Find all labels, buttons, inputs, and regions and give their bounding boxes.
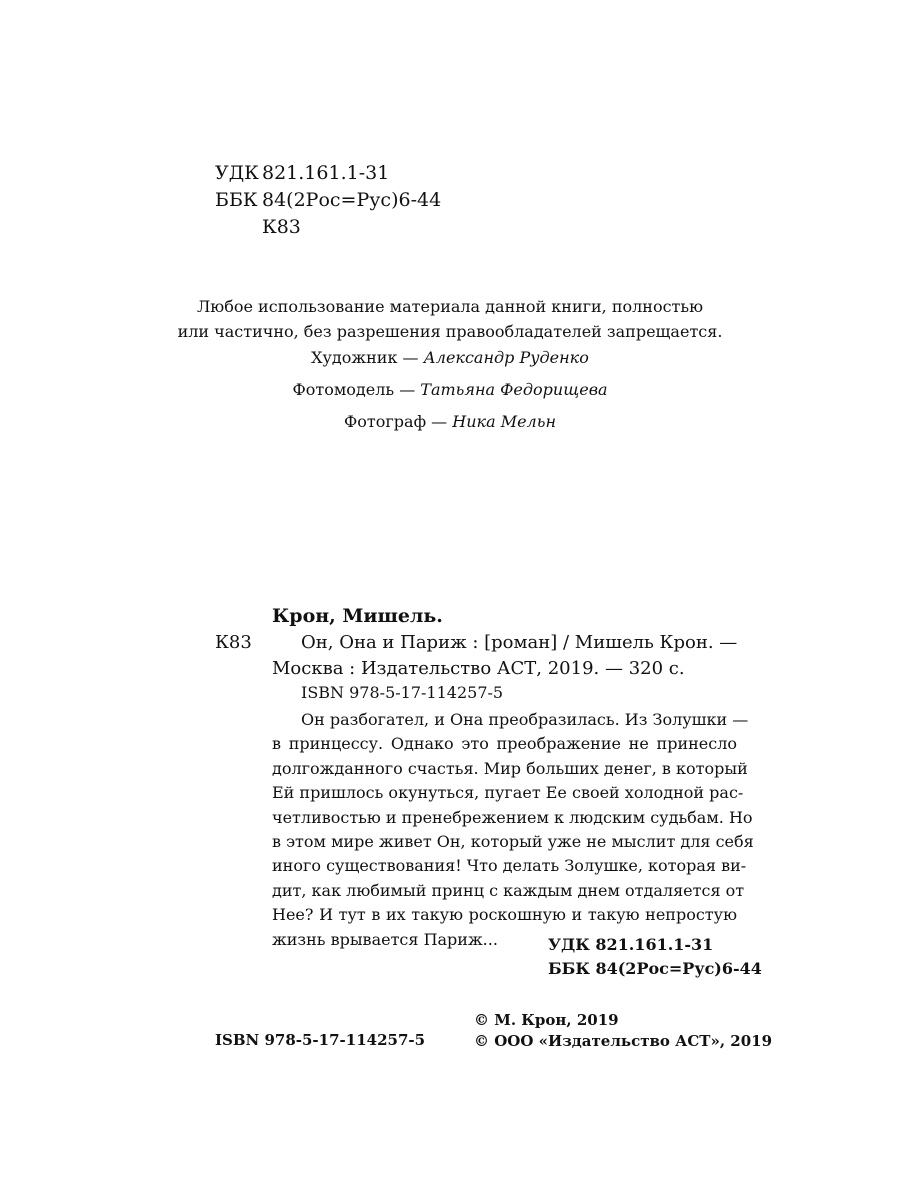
annotation-line: в этом мире живет Он, который уже не мыслит для себя — [272, 831, 754, 851]
annotation-line: четливостью и пренебрежением к людским судьбам. Но — [272, 807, 753, 827]
bbk-bottom: ББК 84(2Рос=Рус)6-44 — [548, 959, 762, 978]
bbk-value: 84(2Рос=Рус)6-44 — [262, 189, 442, 211]
imprint-line: Москва : Издательство АСТ, 2019. — 320 с. — [272, 658, 685, 679]
copyright-publisher: © ООО «Издательство АСТ», 2019 — [474, 1032, 773, 1050]
credit-artist — [150, 347, 750, 369]
annotation-line: в принцессу. Однако это преображение не принесло — [272, 734, 737, 754]
copyright-block — [474, 1010, 772, 1052]
rights-notice-line: или частично, без разрешения правообладателей запрещается. — [177, 322, 723, 341]
author-heading: Крон, Мишель. — [272, 605, 443, 627]
copyright-author: © М. Крон, 2019 — [474, 1011, 619, 1029]
credit-photographer — [150, 411, 750, 433]
annotation-line: дит, как любимый принц с каждым днем отдаляется от — [272, 880, 745, 900]
annotation-line: иного существования! Что делать Золушке, которая ви- — [272, 856, 747, 876]
record-author-mark: К83 — [215, 632, 252, 653]
annotation — [272, 708, 754, 952]
record-isbn: ISBN 978-5-17-114257-5 — [301, 683, 504, 702]
classification-bottom — [548, 933, 762, 981]
udk-value: 821.161.1-31 — [262, 162, 390, 184]
credit-model — [150, 379, 750, 401]
udk-row — [215, 160, 441, 187]
author-mark-row — [215, 214, 441, 241]
rights-notice — [150, 294, 750, 344]
udk-bottom: УДК 821.161.1-31 — [548, 935, 714, 954]
credit-name: Ника Мельн — [452, 412, 556, 431]
credit-role: Фотомодель — — [292, 380, 421, 399]
footer-isbn: ISBN 978-5-17-114257-5 — [215, 1031, 426, 1049]
credit-name: Татьяна Федорищева — [420, 380, 608, 399]
annotation-line: Он разбогател, и Она преобразилась. Из Золушки — — [301, 710, 749, 729]
credit-name: Александр Руденко — [423, 348, 589, 367]
annotation-line: Нее? И тут в их такую роскошную и такую непростую — [272, 905, 737, 925]
title-line: Он, Она и Париж : [роман] / Мишель Крон. — — [301, 632, 738, 653]
annotation-line: Ей пришлось окунуться, пугает Ее своей холодной рас- — [272, 783, 744, 803]
credit-role: Художник — — [311, 348, 424, 367]
bbk-row — [215, 187, 441, 214]
rights-notice-line: Любое использование материала данной книги, полностью — [196, 297, 704, 316]
bbk-label: ББК — [215, 189, 258, 211]
annotation-line: жизнь врывается Париж... — [272, 929, 498, 949]
annotation-line: долгожданного счастья. Мир больших денег, в который — [272, 758, 748, 778]
classification-top — [215, 160, 441, 241]
udk-label: УДК — [215, 162, 259, 184]
credit-role: Фотограф — — [344, 412, 453, 431]
author-mark: К83 — [262, 216, 301, 238]
